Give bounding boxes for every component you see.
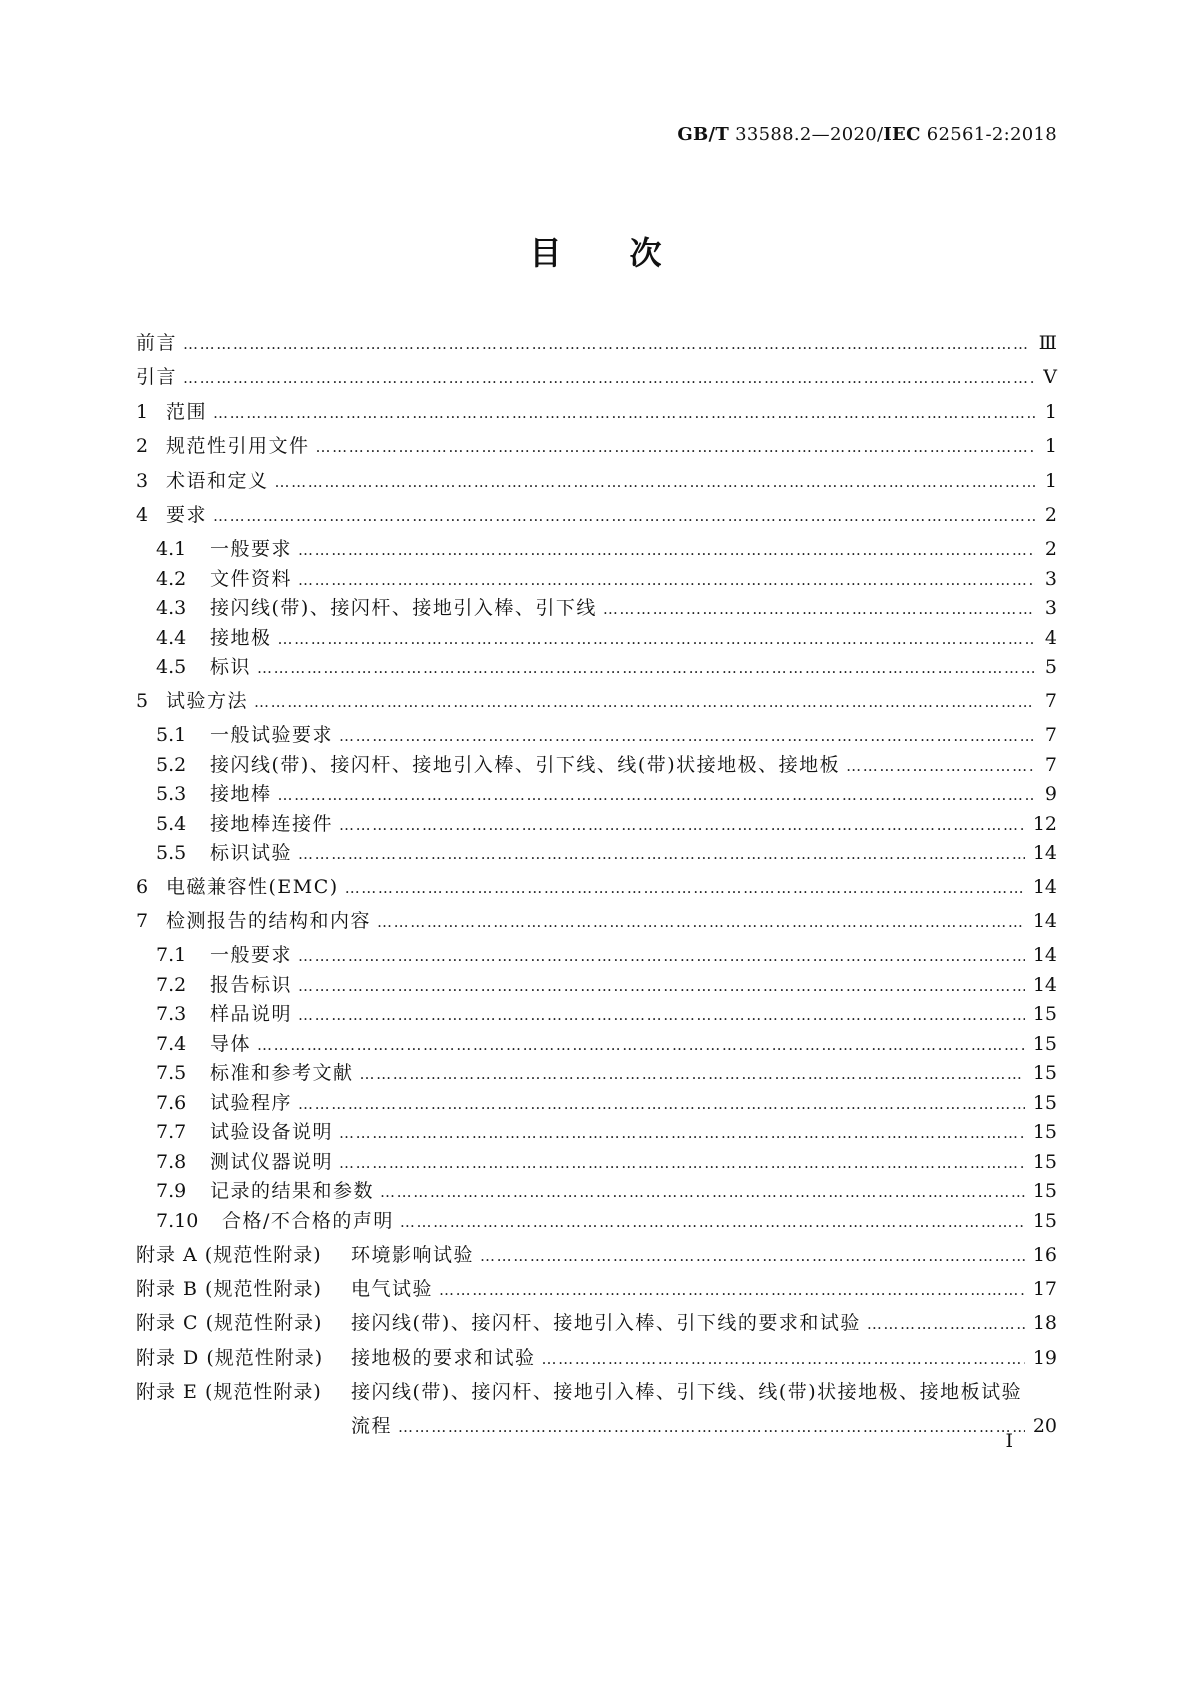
toc-entry-page: 15: [1032, 1151, 1057, 1173]
toc-leader-dots: [339, 812, 1025, 838]
standard-number: 33588.2—2020/: [729, 124, 884, 145]
toc-entry-number: 7.4: [156, 1033, 187, 1055]
toc-leader-dots: [377, 909, 1025, 935]
toc-entry-label: 标识试验: [210, 842, 293, 864]
toc-leader-dots: [316, 434, 1035, 460]
toc-entry-label: 试验方法: [166, 690, 249, 712]
toc-entry-page: 1: [1044, 401, 1057, 423]
toc-entry-page: 14: [1032, 876, 1057, 898]
toc-entry[interactable]: [136, 364, 1057, 391]
toc-entry-page: 14: [1032, 974, 1057, 996]
toc-leader-dots: [254, 689, 1035, 715]
toc-entry-number: 4.4: [156, 627, 187, 649]
toc-entry-number: 3: [136, 470, 149, 492]
toc-entry-page: 5: [1044, 656, 1057, 678]
toc-leader-dots: [345, 875, 1025, 901]
toc-entry-number: 7.8: [156, 1151, 187, 1173]
toc-entry-page: 7: [1044, 724, 1057, 746]
toc-entry-page: 7: [1044, 754, 1057, 776]
toc-appendix-number: 附录 D (规范性附录): [136, 1347, 324, 1369]
toc-entry[interactable]: [136, 566, 1057, 593]
toc-entry-label: 样品说明: [210, 1003, 293, 1025]
toc-entry-appendix[interactable]: [136, 1276, 1057, 1303]
toc-entry-label: 测试仪器说明: [210, 1151, 334, 1173]
toc-entry-page: 19: [1032, 1347, 1057, 1369]
toc-entry[interactable]: [136, 330, 1057, 357]
toc-appendix-number: 附录 E (规范性附录): [136, 1381, 322, 1403]
toc-entry[interactable]: [136, 1001, 1057, 1028]
toc-leader-dots: [480, 1243, 1025, 1269]
toc-entry-number: 5.3: [156, 783, 187, 805]
page-title: 目次: [529, 234, 730, 272]
toc-entry-number: 7.3: [156, 1003, 187, 1025]
toc-entry[interactable]: [136, 1149, 1057, 1176]
toc-leader-dots: [257, 655, 1035, 681]
toc-leader-dots: [298, 943, 1025, 969]
toc-entry-label: 术语和定义: [166, 470, 269, 492]
toc-entry-page: 15: [1032, 1210, 1057, 1232]
toc-entry[interactable]: [136, 908, 1057, 935]
toc-entry-label: 前言: [136, 332, 178, 354]
toc-entry[interactable]: [136, 688, 1057, 715]
toc-leader-dots: [867, 1311, 1025, 1337]
toc-entry-page: 9: [1044, 783, 1057, 805]
toc-entry-label: 要求: [166, 504, 208, 526]
toc-entry-label: 合格/不合格的声明: [222, 1210, 394, 1232]
toc-entry-number: 4: [136, 504, 149, 526]
toc-entry-label: 接闪线(带)、接闪杆、接地引入棒、引下线: [210, 597, 597, 619]
toc-entry[interactable]: [136, 840, 1057, 867]
toc-appendix-number: 附录 C (规范性附录): [136, 1312, 323, 1334]
toc-entry[interactable]: [136, 433, 1057, 460]
toc-entry[interactable]: [136, 399, 1057, 426]
toc-entry-label: 接地极的要求和试验: [351, 1347, 536, 1369]
toc-entry-label: 记录的结果和参数: [210, 1180, 375, 1202]
toc-entry-label: 接闪线(带)、接闪杆、接地引入棒、引下线、线(带)状接地极、接地板: [210, 754, 841, 776]
toc-entry[interactable]: [136, 874, 1057, 901]
toc-leader-dots: [298, 841, 1025, 867]
toc-entry-page: 2: [1044, 504, 1057, 526]
toc-leader-dots: [603, 596, 1035, 622]
toc-entry-page: 20: [1032, 1415, 1057, 1437]
toc-entry-label: 范围: [166, 401, 208, 423]
toc-entry[interactable]: [136, 1031, 1057, 1058]
toc-entry-page: 15: [1032, 1092, 1057, 1114]
toc-leader-dots: [339, 1120, 1025, 1146]
toc-leader-dots: [213, 503, 1035, 529]
toc-entry[interactable]: [136, 654, 1057, 681]
toc-entry-page: 3: [1044, 568, 1057, 590]
toc-entry-number: 5: [136, 690, 149, 712]
toc-entry-number: 1: [136, 401, 149, 423]
toc-entry[interactable]: [136, 811, 1057, 838]
toc-leader-dots: [339, 723, 1035, 749]
toc-entry-page: 17: [1032, 1278, 1057, 1300]
toc-leader-dots: [213, 400, 1035, 426]
toc-entry-page: 15: [1032, 1003, 1057, 1025]
toc-entry-page: 2: [1044, 538, 1057, 560]
toc-entry-label: 电气试验: [351, 1278, 434, 1300]
toc-entry-label: 标准和参考文献: [210, 1062, 354, 1084]
toc-entry-number: 5.1: [156, 724, 187, 746]
toc-entry-number: 4.3: [156, 597, 187, 619]
standard-iec-number: 62561-2:2018: [920, 124, 1057, 145]
toc-entry-label: 报告标识: [210, 974, 293, 996]
toc-entry[interactable]: [136, 1208, 1057, 1235]
toc-entry-number: 7: [136, 910, 149, 932]
toc-leader-dots: [298, 1091, 1025, 1117]
toc-entry-label: 一般要求: [210, 538, 293, 560]
toc-leader-dots: [298, 537, 1035, 563]
toc-entry-page: 14: [1032, 944, 1057, 966]
toc-entry[interactable]: [136, 942, 1057, 969]
toc-entry-page: 15: [1032, 1033, 1057, 1055]
toc-entry-label: 试验设备说明: [210, 1121, 334, 1143]
toc-entry-number: 4.1: [156, 538, 187, 560]
toc-entry-label: 一般要求: [210, 944, 293, 966]
toc-entry-label: 接闪线(带)、接闪杆、接地引入棒、引下线、线(带)状接地极、接地板试验: [351, 1381, 1023, 1403]
toc-leader-dots: [278, 782, 1035, 808]
toc-leader-dots: [398, 1414, 1025, 1440]
toc-entry-label: 流程: [351, 1415, 393, 1437]
toc-entry-label: 接地棒: [210, 783, 272, 805]
toc-leader-dots: [298, 973, 1025, 999]
toc-entry-page: 1: [1044, 435, 1057, 457]
toc-entry-number: 5.4: [156, 813, 187, 835]
toc-entry-label: 标识: [210, 656, 252, 678]
toc-entry[interactable]: [136, 722, 1057, 749]
toc-entry[interactable]: [136, 536, 1057, 563]
toc-leader-dots: [360, 1061, 1025, 1087]
toc-entry-label: 检测报告的结构和内容: [166, 910, 372, 932]
toc-entry-label: 导体: [210, 1033, 252, 1055]
toc-entry-page: 4: [1044, 627, 1057, 649]
toc-entry-number: 2: [136, 435, 149, 457]
toc-entry-page: 12: [1032, 813, 1057, 835]
toc-entry-label: 环境影响试验: [351, 1244, 475, 1266]
toc-leader-dots: [257, 1032, 1025, 1058]
toc-entry-page: 7: [1044, 690, 1057, 712]
toc-entry-number: 7.1: [156, 944, 187, 966]
toc-leader-dots: [183, 365, 1035, 391]
toc-entry-number: 7.9: [156, 1180, 187, 1202]
toc-entry-page: 18: [1032, 1312, 1057, 1334]
toc-entry[interactable]: [136, 1090, 1057, 1117]
toc-entry-label: 一般试验要求: [210, 724, 334, 746]
toc-entry-page: Ⅴ: [1043, 366, 1057, 388]
toc-entry-page: 16: [1032, 1244, 1057, 1266]
toc-entry-appendix[interactable]: [136, 1345, 1057, 1372]
toc-entry-page: 1: [1044, 470, 1057, 492]
toc-entry-number: 6: [136, 876, 149, 898]
toc-entry-label: 接地极: [210, 627, 272, 649]
toc-leader-dots: [275, 469, 1035, 495]
toc-entry-continuation[interactable]: [136, 1413, 1057, 1440]
toc-entry-page: 15: [1032, 1121, 1057, 1143]
toc-entry-page: 3: [1044, 597, 1057, 619]
toc-entry-label: 接地棒连接件: [210, 813, 334, 835]
toc-leader-dots: [278, 626, 1035, 652]
toc-entry[interactable]: [136, 595, 1057, 622]
toc-entry-label: 试验程序: [210, 1092, 293, 1114]
toc-entry[interactable]: [136, 1178, 1057, 1205]
toc-leader-dots: [846, 753, 1035, 779]
toc-entry-appendix[interactable]: [136, 1310, 1057, 1337]
toc-entry-label: 电磁兼容性(EMC): [166, 876, 339, 898]
toc-entry-number: 7.7: [156, 1121, 187, 1143]
toc-entry-number: 5.5: [156, 842, 187, 864]
toc-entry[interactable]: [136, 752, 1057, 779]
toc-entry-page: 14: [1032, 910, 1057, 932]
toc-entry-page: Ⅲ: [1038, 332, 1057, 354]
toc-entry-page: 15: [1032, 1180, 1057, 1202]
toc-entry-number: 5.2: [156, 754, 187, 776]
toc-leader-dots: [400, 1209, 1025, 1235]
toc-entry-appendix[interactable]: [136, 1379, 1057, 1405]
toc-entry-number: 4.2: [156, 568, 187, 590]
toc-entry-number: 7.10: [156, 1210, 199, 1232]
toc-entry-label: 接闪线(带)、接闪杆、接地引入棒、引下线的要求和试验: [351, 1312, 861, 1334]
toc-leader-dots: [542, 1346, 1025, 1372]
toc-entry[interactable]: [136, 468, 1057, 495]
toc-leader-dots: [298, 1002, 1025, 1028]
page-number: I: [1005, 1430, 1013, 1452]
standard-iec-prefix: IEC: [883, 124, 921, 145]
standard-code: [677, 124, 1057, 145]
toc-entry-appendix[interactable]: [136, 1242, 1057, 1269]
toc-leader-dots: [298, 567, 1035, 593]
toc-leader-dots: [339, 1150, 1025, 1176]
toc-entry[interactable]: [136, 625, 1057, 652]
toc-entry[interactable]: [136, 1119, 1057, 1146]
toc-appendix-number: 附录 B (规范性附录): [136, 1278, 322, 1300]
toc-entry-label: 引言: [136, 366, 178, 388]
toc-leader-dots: [439, 1277, 1025, 1303]
toc-entry-page: 14: [1032, 842, 1057, 864]
toc-entry-number: 7.5: [156, 1062, 187, 1084]
toc-entry[interactable]: [136, 781, 1057, 808]
toc-leader-dots: [380, 1179, 1025, 1205]
toc-appendix-number: 附录 A (规范性附录): [136, 1244, 322, 1266]
toc-entry[interactable]: [136, 502, 1057, 529]
toc-entry-number: 7.2: [156, 974, 187, 996]
toc-entry[interactable]: [136, 972, 1057, 999]
toc-entry[interactable]: [136, 1060, 1057, 1087]
toc-entry-page: 15: [1032, 1062, 1057, 1084]
toc-entry-label: 规范性引用文件: [166, 435, 310, 457]
toc-entry-number: 4.5: [156, 656, 187, 678]
toc-leader-dots: [183, 331, 1031, 357]
toc-entry-label: 文件资料: [210, 568, 293, 590]
toc-entry-number: 7.6: [156, 1092, 187, 1114]
standard-prefix: GB/T: [677, 124, 730, 145]
